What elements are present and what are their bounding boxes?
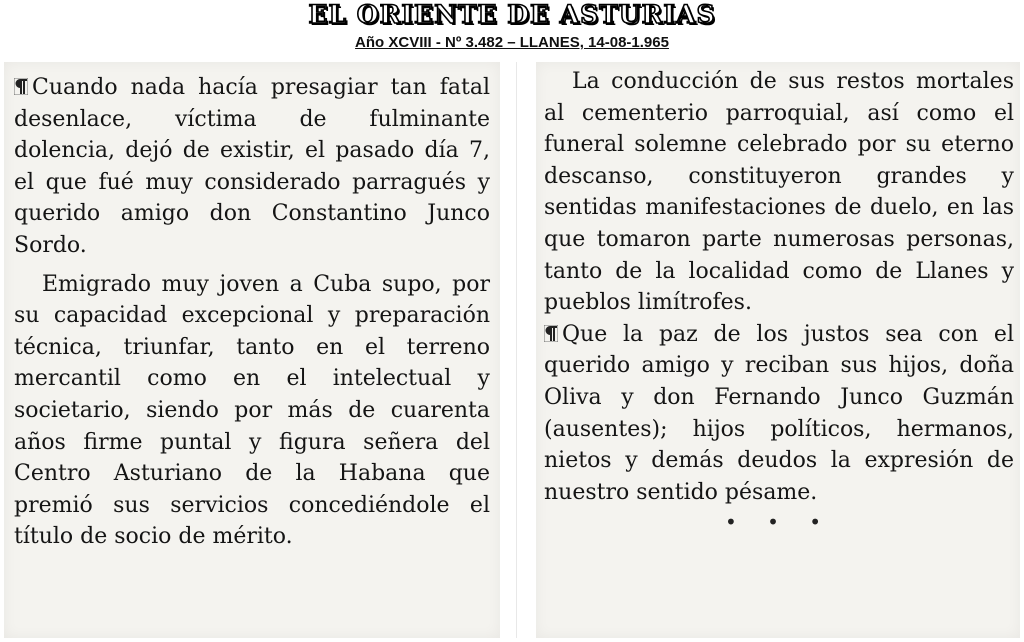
article-text: Que la paz de los justos sea con el querido amigo y reciban sus hijos, doña Oliva y don Fernando Junco Guzmán (ausentes); hijos políticos, hermanos, nietos y demás deudos la expresión de nuestro sentido pésame. (544, 321, 1014, 505)
end-of-article-mark: • • • (724, 510, 834, 535)
article-paragraph: Emigrado muy joven a Cuba supo, por su capacidad excepcional y preparación técnica, triunfar, tanto en el terreno mercantil como en el intelectual y societario, siendo por más de cuarenta años firme puntal y figura señera del Centro Asturiano de la Habana que premió sus servicios concediéndole el título de socio de mérito. (14, 271, 490, 550)
article-column-right (536, 62, 1020, 638)
newspaper-masthead: EL ORIENTE DE ASTURIAS (308, 0, 716, 29)
column-divider (516, 62, 517, 638)
article-column-left (4, 62, 500, 638)
article-paragraph (14, 72, 490, 262)
issue-dateline: Año XCVIII - Nº 3.482 – LLANES, 14-08-1.965 (355, 34, 669, 51)
article-text: Cuando nada hacía presagiar tan fatal desenlace, víctima de fulminante dolencia, dejó de existir, el pasado día 7, el que fué muy considerado parragués y querido amigo don Constantino Junco Sordo. (14, 75, 490, 258)
pilcrow-icon (544, 325, 558, 342)
article-paragraph (544, 319, 1014, 509)
article-paragraph: La conducción de sus restos mortales al cementerio parroquial, así como el funeral solemne celebrado por su eterno descanso, constituyeron grandes y sentidas manifestaciones de duelo, en las que tomaron parte numerosas personas, tanto de la localidad como de Llanes y pueblos limítrofes. (544, 69, 1014, 316)
pilcrow-icon (14, 78, 28, 95)
